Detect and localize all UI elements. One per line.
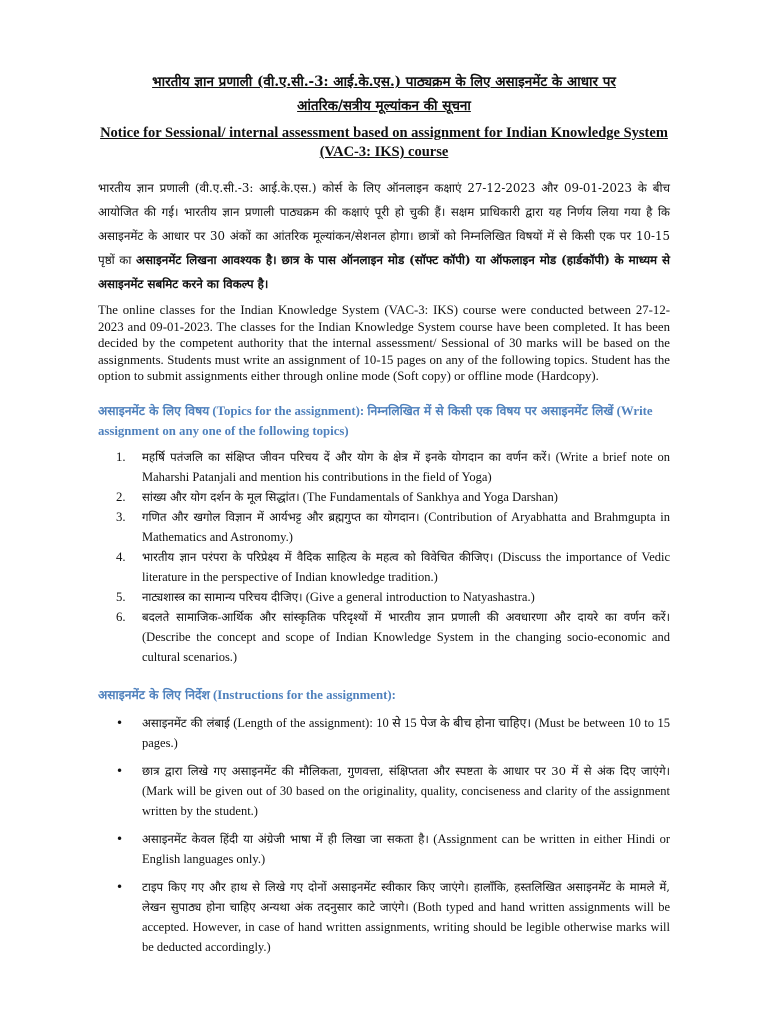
list-item-hindi: बदलते सामाजिक-आर्थिक और सांस्कृतिक परिदृश्यों में भारतीय ज्ञान प्रणाली की अवधारणा और दायरे का वर्णन करें। (142, 609, 670, 624)
instructions-heading (98, 685, 670, 705)
list-item-hindi: महर्षि पतंजलि का संक्षिप्त जीवन परिचय दें और योग के क्षेत्र में इनके योगदान का वर्णन करें। (142, 449, 551, 464)
list-item (98, 547, 670, 587)
title-hindi-line2: आंतरिक/सत्रीय मूल्यांकन की सूचना (297, 98, 471, 114)
list-item (98, 487, 670, 507)
topics-heading-hindi2: निम्नलिखित में से किसी एक विषय पर असाइनमेंट लिखें (367, 403, 614, 418)
topics-list (98, 447, 670, 667)
list-item-number: 6. (116, 609, 126, 624)
list-item (98, 713, 670, 753)
list-item (98, 877, 670, 957)
list-item-english: (Contribution of Aryabhatta and Brahmgupta in Mathematics and Astronomy.) (142, 509, 670, 544)
instructions-list (98, 713, 670, 957)
list-item-english: (Discuss the importance of Vedic literature in the perspective of Indian knowledge tradition.) (142, 549, 671, 584)
bullet-icon: • (116, 879, 124, 894)
instructions-heading-hindi: असाइनमेंट के लिए निर्देश (98, 687, 210, 702)
list-item-english: (Assignment can be written in either Hindi or English languages only.) (142, 831, 670, 866)
list-item-english: (Write a brief note on Maharshi Patanjali and mention his contributions in the field of Yoga) (142, 449, 670, 484)
list-item-english: (Give a general introduction to Natyashastra.) (302, 589, 535, 604)
list-item (98, 447, 670, 487)
list-item-english: (Length of the assignment): 10 से 15 पेज के बीच होना चाहिए। (Must be between 10 to 15 pages.) (142, 715, 670, 750)
topics-heading (98, 401, 670, 441)
list-item-number: 5. (116, 589, 126, 604)
list-item-english: (Both typed and hand written assignments will be accepted. However, in case of hand written assignments, writing should be legible otherwise marks will be deducted accordingly.) (142, 899, 670, 954)
list-item-hindi: असाइनमेंट की लंबाई (142, 715, 230, 730)
list-item-hindi: टाइप किए गए और हाथ से लिखे गए दोनों असाइनमेंट स्वीकार किए जाएंगे। हालाँकि, हस्तलिखित असाइनमेंट के मामले में, लेखन सुपाठ्य होना चाहिए अन्यथा अंक तदनुसार काटे जाएंगे। (142, 879, 670, 914)
topics-heading-en1: (Topics for the assignment): (209, 403, 368, 418)
list-item-number: 2. (116, 489, 126, 504)
intro-paragraph-english: The online classes for the Indian Knowledge System (VAC-3: IKS) course were conducted between 27-12-2023 and 09-01-2023. The classes for the Indian Knowledge System course have been completed. It has been decided by the competent authority that the internal assessment/ Sessional of 30 marks will be based on the assignments. Students must write an assignment of 10-15 pages on any of the following topics. Student has the option to submit assignments either through online mode (Soft copy) or offline mode (Hardcopy). (98, 303, 670, 383)
bullet-icon: • (116, 831, 124, 846)
list-item-hindi: नाट्यशास्त्र का सामान्य परिचय दीजिए। (142, 589, 303, 604)
list-item-number: 1. (116, 449, 126, 464)
intro-hindi-bold: असाइनमेंट लिखना आवश्यक है। छात्र के पास ऑनलाइन मोड (सॉफ्ट कॉपी) या ऑफलाइन मोड (हार्डकॉपी) के माध्यम से असाइनमेंट सबमिट करने का विकल्प है। (98, 253, 670, 291)
list-item (98, 507, 670, 547)
title-hindi (98, 70, 670, 118)
list-item-hindi: गणित और खगोल विज्ञान में आर्यभट्ट और ब्रह्मगुप्त का योगदान। (142, 509, 420, 524)
list-item-hindi: असाइनमेंट केवल हिंदी या अंग्रेजी भाषा में ही लिखा जा सकता है। (142, 831, 429, 846)
list-item-english: (Describe the concept and scope of Indian Knowledge System in the changing socio-economic and cultural scenarios.) (142, 629, 670, 664)
intro-paragraph-hindi (98, 176, 670, 296)
list-item-hindi: भारतीय ज्ञान परंपरा के परिप्रेक्ष्य में वैदिक साहित्य के महत्व को विवेचित कीजिए। (142, 549, 494, 564)
title-english: Notice for Sessional/ internal assessment based on assignment for Indian Knowledge System (VAC-3: IKS) course (100, 125, 668, 160)
list-item (98, 829, 670, 869)
title-hindi-line1: भारतीय ज्ञान प्रणाली (वी.ए.सी.-3: आई.के.एस.) पाठ्यक्रम के लिए असाइनमेंट के आधार पर (152, 74, 616, 90)
list-item-english: (Mark will be given out of 30 based on the originality, quality, conciseness and clarity of the assignment written by the student.) (142, 783, 670, 818)
list-item (98, 761, 670, 821)
list-item-hindi: छात्र द्वारा लिखे गए असाइनमेंट की मौलिकता, गुणवत्ता, संक्षिप्तता और स्पष्टता के आधार पर 30 में से अंक दिए जाएंगे। (142, 763, 670, 778)
topics-heading-en2: (Write assignment on any one of the following topics) (98, 403, 653, 438)
topics-heading-hindi1: असाइनमेंट के लिए विषय (98, 403, 210, 418)
list-item-english: (The Fundamentals of Sankhya and Yoga Darshan) (299, 489, 558, 504)
list-item-number: 3. (116, 509, 126, 524)
list-item-number: 4. (116, 549, 126, 564)
list-item (98, 607, 670, 667)
intro-hindi-normal: भारतीय ज्ञान प्रणाली (वी.ए.सी.-3: आई.के.एस.) कोर्स के लिए ऑनलाइन कक्षाएं 27-12-2023 और 09-01-2023 के बीच आयोजित की गई। भारतीय ज्ञान प्रणाली पाठ्यक्रम की कक्षाएं पूरी हो चुकी हैं। सक्षम प्राधिकारी द्वारा यह निर्णय लिया गया है कि असाइनमेंट के आधार पर 30 अंकों का आंतरिक मूल्यांकन/सेशनल होगा। छात्रों को निम्नलिखित विषयों में से किसी एक पर 10-15 पृष्ठों का (98, 181, 670, 267)
instructions-heading-en: (Instructions for the assignment): (209, 687, 396, 702)
list-item-hindi: सांख्य और योग दर्शन के मूल सिद्धांत। (142, 489, 300, 504)
list-item (98, 587, 670, 607)
bullet-icon: • (116, 763, 124, 778)
bullet-icon: • (116, 715, 124, 730)
